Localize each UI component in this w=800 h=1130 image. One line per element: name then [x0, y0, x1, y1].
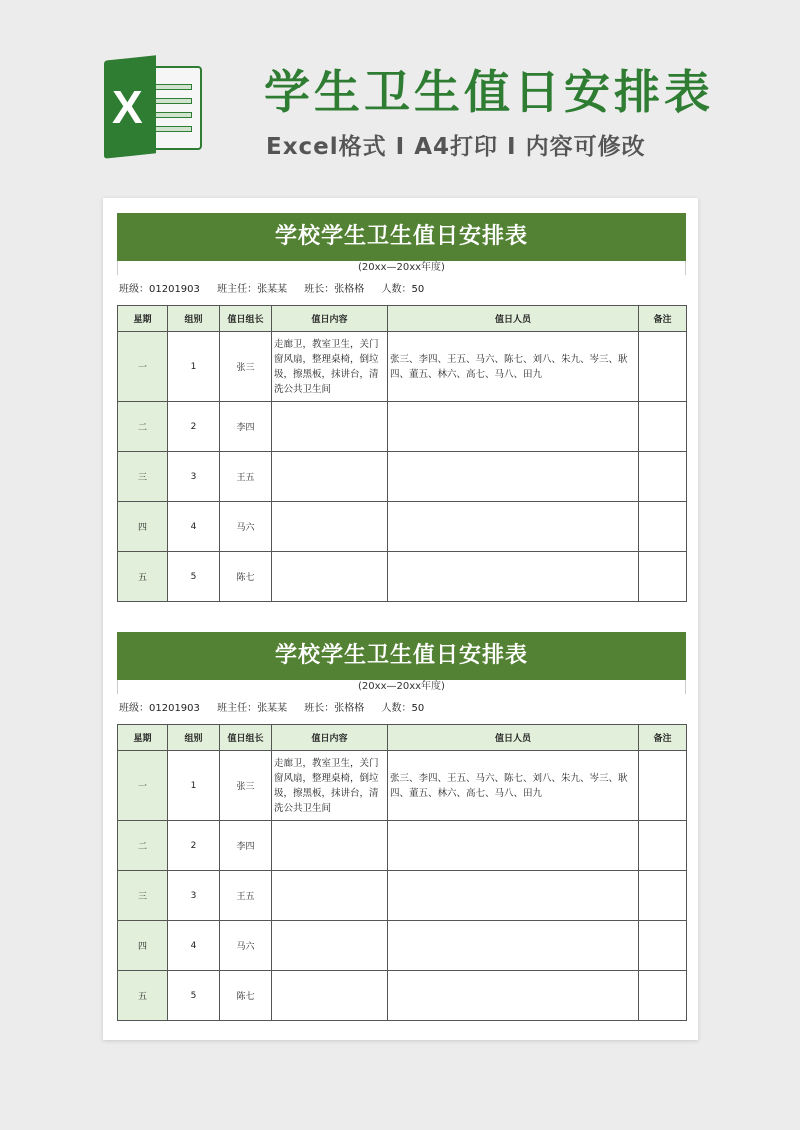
cell-note[interactable] [639, 332, 687, 402]
sheet-year: (20xx—20xx年度) [117, 680, 686, 694]
cell-members[interactable]: 张三、李四、王五、马六、陈七、刘八、朱九、岑三、耿四、董五、林六、高七、马八、田九 [388, 332, 639, 402]
cell-day[interactable]: 四 [118, 921, 168, 971]
cell-note[interactable] [639, 971, 687, 1021]
col-content: 值日内容 [272, 306, 388, 332]
cell-group[interactable]: 2 [168, 402, 220, 452]
col-leader: 值日组长 [220, 306, 272, 332]
cell-group[interactable]: 5 [168, 552, 220, 602]
col-group: 组别 [168, 306, 220, 332]
excel-logo-icon [104, 58, 204, 156]
cell-content[interactable] [272, 452, 388, 502]
table-row [118, 751, 687, 821]
cell-day[interactable]: 一 [118, 751, 168, 821]
class-monitor: 班长：张格格 [304, 703, 365, 714]
head-teacher: 班主任：张某某 [217, 284, 288, 295]
student-count: 人数：50 [381, 284, 425, 295]
cell-members[interactable] [388, 552, 639, 602]
logo-letter: X [112, 81, 143, 133]
cell-note[interactable] [639, 402, 687, 452]
cell-content[interactable]: 走廊卫，教室卫生，关门窗风扇，整理桌椅，倒垃圾，擦黑板，抹讲台，清洗公共卫生间 [272, 332, 388, 402]
class-number: 班级：01201903 [119, 703, 200, 714]
table-row [118, 452, 687, 502]
cell-content[interactable] [272, 971, 388, 1021]
cell-members[interactable]: 张三、李四、王五、马六、陈七、刘八、朱九、岑三、耿四、董五、林六、高七、马八、田九 [388, 751, 639, 821]
cell-content[interactable] [272, 552, 388, 602]
col-note: 备注 [639, 306, 687, 332]
table-row [118, 332, 687, 402]
cell-members[interactable] [388, 821, 639, 871]
cell-content[interactable] [272, 871, 388, 921]
table-row [118, 402, 687, 452]
col-weekday: 星期 [118, 725, 168, 751]
cell-content[interactable] [272, 921, 388, 971]
class-number: 班级：01201903 [119, 284, 200, 295]
col-members: 值日人员 [388, 306, 639, 332]
cell-group[interactable]: 1 [168, 751, 220, 821]
student-count: 人数：50 [381, 703, 425, 714]
cell-members[interactable] [388, 452, 639, 502]
col-leader: 值日组长 [220, 725, 272, 751]
cell-leader[interactable]: 王五 [220, 871, 272, 921]
cell-leader[interactable]: 陈七 [220, 552, 272, 602]
table-row [118, 871, 687, 921]
cell-members[interactable] [388, 921, 639, 971]
sheet-year: (20xx—20xx年度) [117, 261, 686, 275]
cell-group[interactable]: 3 [168, 871, 220, 921]
cell-day[interactable]: 三 [118, 452, 168, 502]
head-teacher: 班主任：张某某 [217, 703, 288, 714]
cell-group[interactable]: 5 [168, 971, 220, 1021]
cell-note[interactable] [639, 502, 687, 552]
class-monitor: 班长：张格格 [304, 284, 365, 295]
sheet-title: 学校学生卫生值日安排表 [117, 632, 686, 680]
cell-group[interactable]: 1 [168, 332, 220, 402]
schedule-sheet-2 [117, 632, 686, 1021]
cell-leader[interactable]: 陈七 [220, 971, 272, 1021]
cell-note[interactable] [639, 821, 687, 871]
table-row [118, 502, 687, 552]
table-header [118, 725, 687, 751]
cell-day[interactable]: 五 [118, 971, 168, 1021]
schedule-sheet-1 [117, 213, 686, 602]
cell-leader[interactable]: 马六 [220, 921, 272, 971]
duty-table [117, 724, 687, 1021]
cell-day[interactable]: 二 [118, 402, 168, 452]
duty-table [117, 305, 687, 602]
col-weekday: 星期 [118, 306, 168, 332]
cell-note[interactable] [639, 921, 687, 971]
cell-members[interactable] [388, 502, 639, 552]
cell-content[interactable] [272, 502, 388, 552]
table-row [118, 552, 687, 602]
cell-group[interactable]: 4 [168, 921, 220, 971]
cell-group[interactable]: 3 [168, 452, 220, 502]
table-row [118, 921, 687, 971]
col-members: 值日人员 [388, 725, 639, 751]
cell-group[interactable]: 4 [168, 502, 220, 552]
col-group: 组别 [168, 725, 220, 751]
table-row [118, 821, 687, 871]
cell-day[interactable]: 二 [118, 821, 168, 871]
cell-note[interactable] [639, 552, 687, 602]
sheet-title: 学校学生卫生值日安排表 [117, 213, 686, 261]
cell-group[interactable]: 2 [168, 821, 220, 871]
cell-leader[interactable]: 张三 [220, 751, 272, 821]
cell-leader[interactable]: 李四 [220, 821, 272, 871]
cell-content[interactable] [272, 821, 388, 871]
cell-content[interactable]: 走廊卫，教室卫生，关门窗风扇，整理桌椅，倒垃圾，擦黑板，抹讲台，清洗公共卫生间 [272, 751, 388, 821]
class-info [117, 275, 686, 305]
cell-content[interactable] [272, 402, 388, 452]
cell-leader[interactable]: 王五 [220, 452, 272, 502]
cell-leader[interactable]: 马六 [220, 502, 272, 552]
cell-note[interactable] [639, 751, 687, 821]
cell-day[interactable]: 四 [118, 502, 168, 552]
cell-leader[interactable]: 张三 [220, 332, 272, 402]
cell-members[interactable] [388, 871, 639, 921]
class-info [117, 694, 686, 724]
cell-members[interactable] [388, 971, 639, 1021]
cell-members[interactable] [388, 402, 639, 452]
cell-note[interactable] [639, 871, 687, 921]
page-subtitle: Excel格式 Ⅰ A4打印 Ⅰ 内容可修改 [266, 134, 646, 160]
cell-note[interactable] [639, 452, 687, 502]
cell-day[interactable]: 五 [118, 552, 168, 602]
table-row [118, 971, 687, 1021]
col-note: 备注 [639, 725, 687, 751]
cell-day[interactable]: 一 [118, 332, 168, 402]
page-title: 学生卫生值日安排表 [264, 65, 714, 119]
cell-day[interactable]: 三 [118, 871, 168, 921]
table-header [118, 306, 687, 332]
cell-leader[interactable]: 李四 [220, 402, 272, 452]
col-content: 值日内容 [272, 725, 388, 751]
